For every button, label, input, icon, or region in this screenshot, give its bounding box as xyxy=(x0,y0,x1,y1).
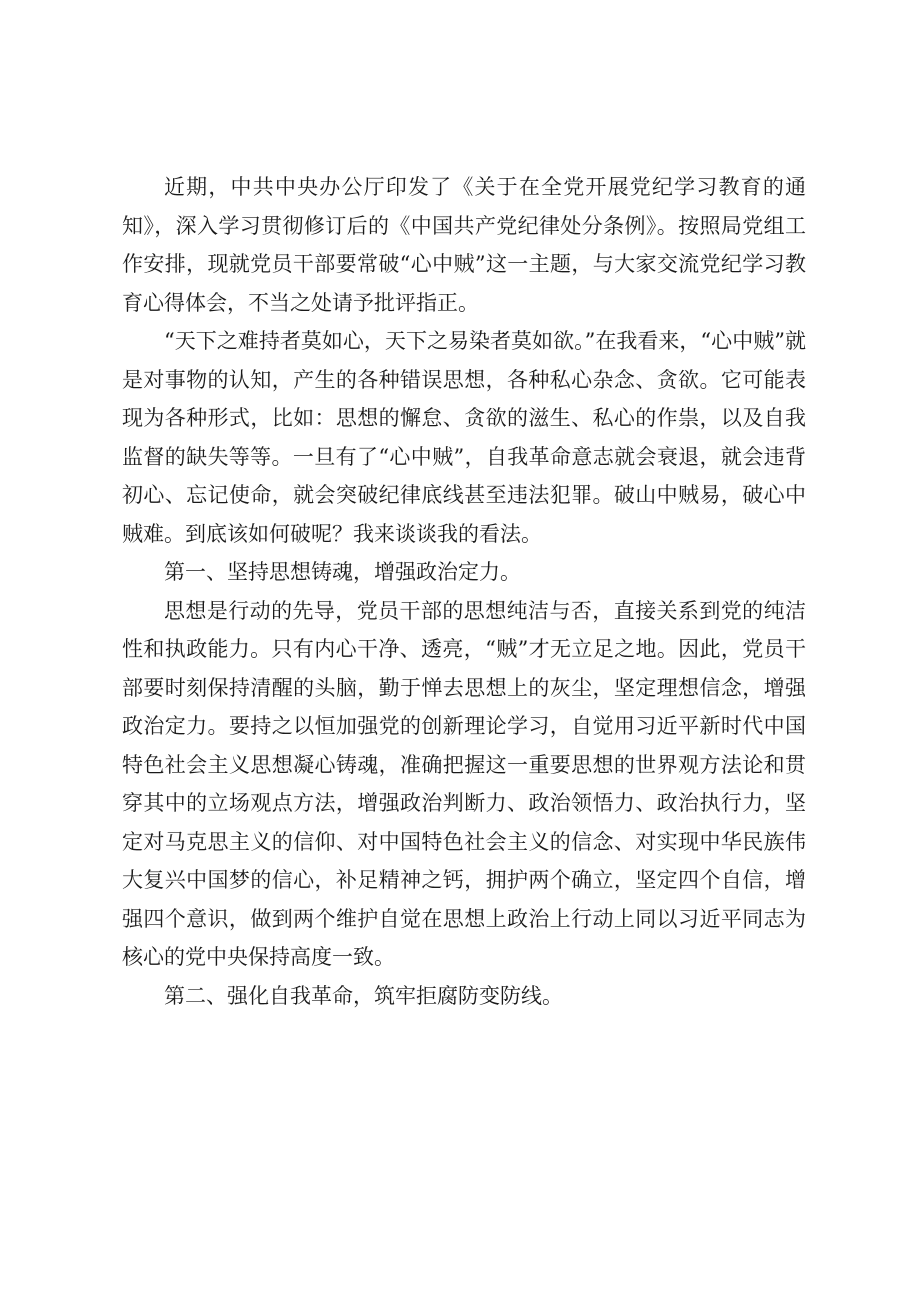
paragraph-heart-thief: “天下之难持者莫如心，天下之易染者莫如欲。”在我看来，“心中贼”就是对事物的认知，产生的各种错误思想，各种私心杂念、贪欲。它可能表现为各种形式，比如：思想的懈怠、贪欲的滋生、私心的作祟，以及自我监督的缺失等等。一旦有了“心中贼”，自我革命意志就会衰退，就会违背初心、忘记使命，就会突破纪律底线甚至违法犯罪。破山中贼易，破心中贼难。到底该如何破呢？我来谈谈我的看法。 xyxy=(122,329,806,546)
paragraph-intro: 近期，中共中央办公厅印发了《关于在全党开展党纪学习教育的通知》，深入学习贯彻修订后的《中国共产党纪律处分条例》。按照局党组工作安排，现就党员干部要常破“心中贼”这一主题，与大家交流党纪学习教育心得体会，不当之处请予批评指正。 xyxy=(122,175,806,315)
heading-first-point: 第一、坚持思想铸魂，增强政治定力。 xyxy=(164,560,521,584)
heading-second-point: 第二、强化自我革命，筑牢拒腐防变防线。 xyxy=(164,983,563,1008)
paragraph-first-point-body: 思想是行动的先导，党员干部的思想纯洁与否，直接关系到党的纯洁性和执政能力。只有内心干净、透亮，“贼”才无立足之地。因此，党员干部要时刻保持清醒的头脑，勤于惮去思想上的灰尘，坚定理想信念，增强政治定力。要持之以恒加强党的创新理论学习，自觉用习近平新时代中国特色社会主义思想凝心铸魂，准确把握这一重要思想的世界观方法论和贯穿其中的立场观点方法，增强政治判断力、政治领悟力、政治执行力，坚定对马克思主义的信仰、对中国特色社会主义的信念、对实现中华民族伟大复兴中国梦的信心，补足精神之钙，拥护两个确立，坚定四个自信，增强四个意识，做到两个维护自觉在思想上政治上行动上同以习近平同志为核心的党中央保持高度一致。 xyxy=(122,598,806,969)
document-body xyxy=(122,168,806,1015)
